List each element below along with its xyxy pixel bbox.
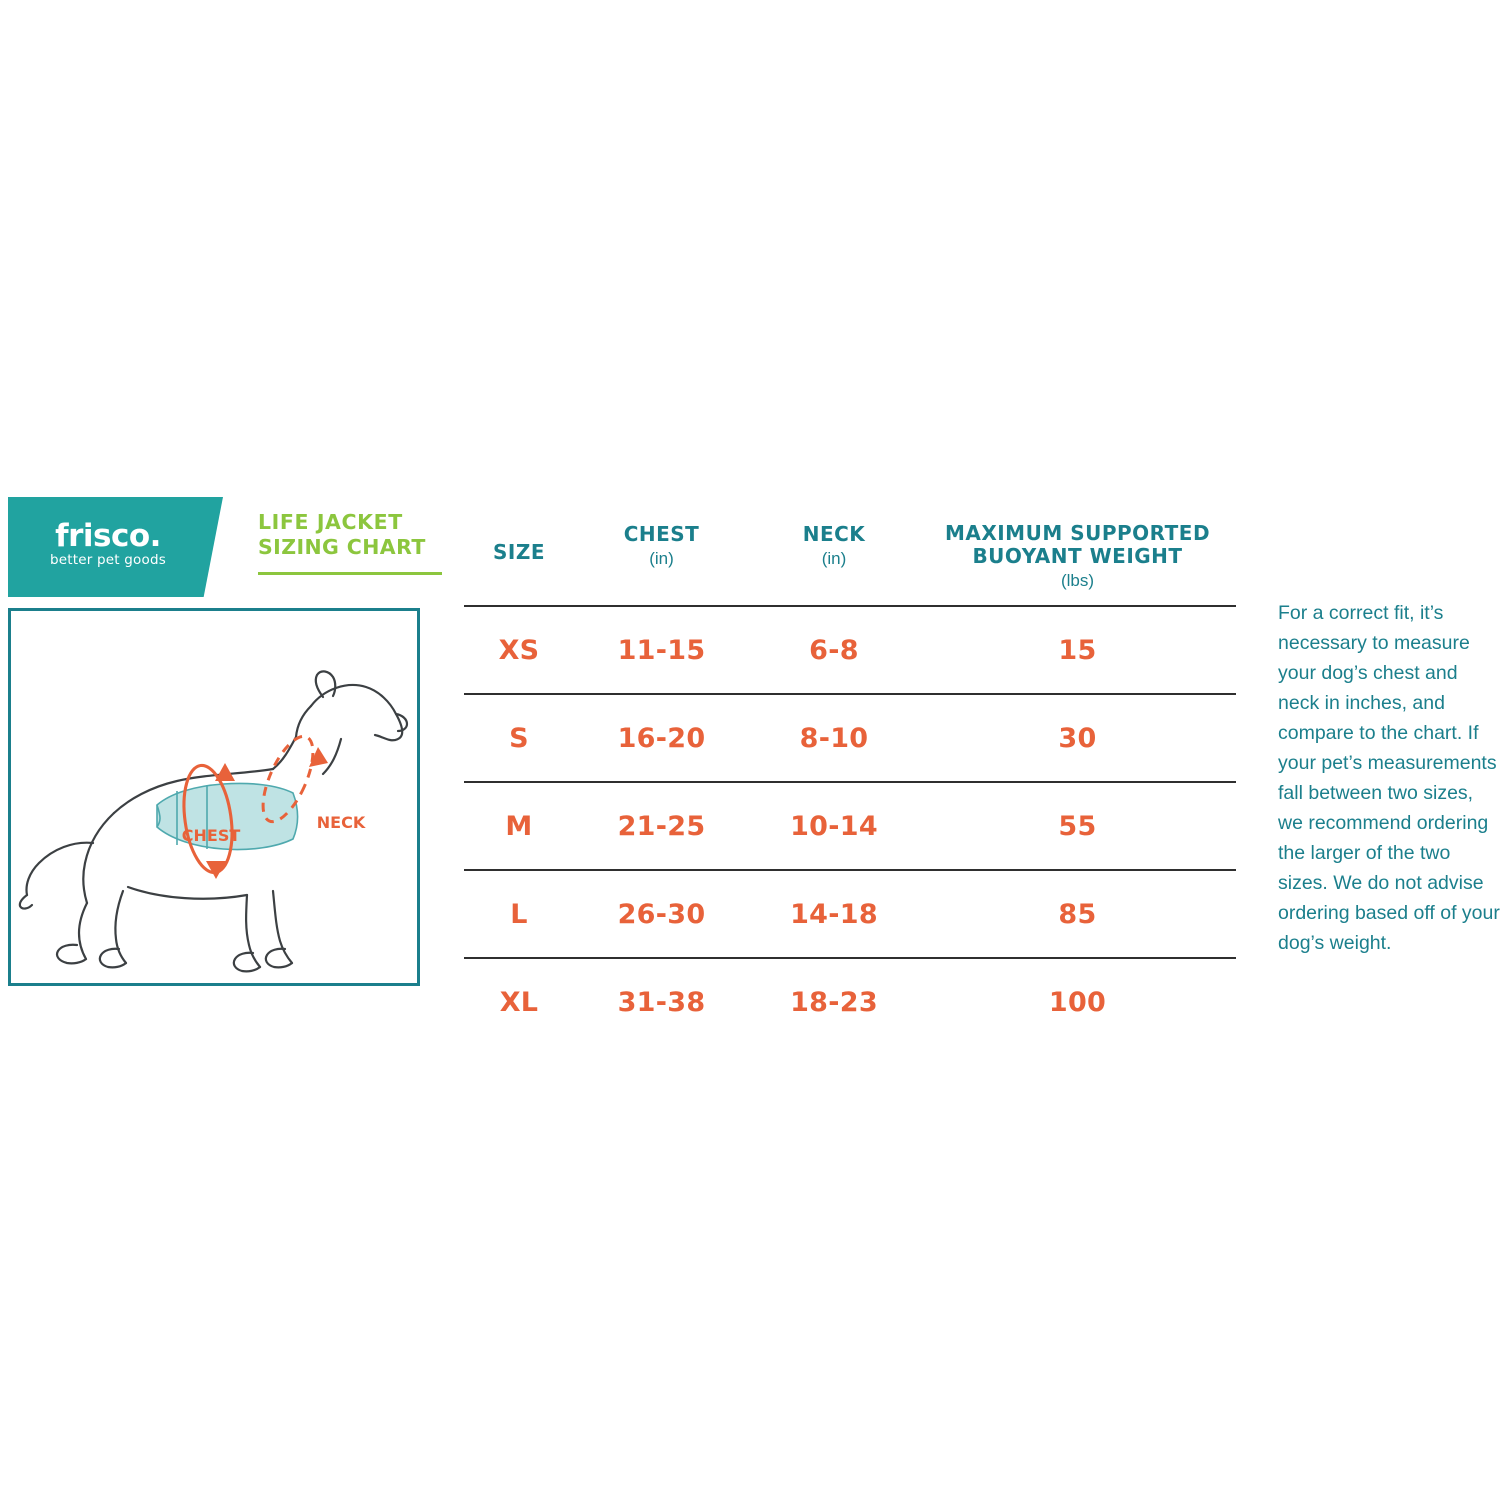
dog-measurement-diagram <box>11 611 417 983</box>
fit-instructions: For a correct fit, it’s necessary to measure your dog’s chest and neck in inches, and compare to the chart. If your pet’s measurements fall between two sizes, we recommend ordering the larger of the two sizes. We do not advise ordering based off of your dog’s weight. <box>1278 602 1500 954</box>
page-title <box>258 510 468 560</box>
table-row <box>464 958 1236 1045</box>
chest-arrow-up-icon <box>215 763 235 781</box>
cell-size: XS <box>464 606 574 694</box>
neck-label: NECK <box>316 813 366 832</box>
cell-size: L <box>464 870 574 958</box>
column-header-chest-unit: (in) <box>649 549 674 568</box>
column-header-neck <box>749 522 919 606</box>
title-underline <box>258 572 442 575</box>
column-header-weight-unit: (lbs) <box>1060 571 1095 590</box>
cell-weight: 100 <box>1048 986 1107 1018</box>
column-header-neck-label: NECK <box>802 522 866 546</box>
cell-size: XL <box>499 986 539 1018</box>
cell-neck: 10-14 <box>749 782 919 870</box>
table-row <box>464 694 1236 782</box>
page-title-line-1: LIFE JACKET <box>258 510 403 534</box>
column-header-size-label: SIZE <box>492 540 545 564</box>
table-header-row <box>464 522 1236 606</box>
cell-chest: 31-38 <box>617 986 706 1018</box>
table-row <box>464 606 1236 694</box>
column-header-size <box>464 522 574 606</box>
cell-weight: 85 <box>919 870 1236 958</box>
chest-label: CHEST <box>181 826 241 845</box>
table-row <box>464 782 1236 870</box>
cell-size: M <box>464 782 574 870</box>
cell-neck: 14-18 <box>749 870 919 958</box>
cell-neck: 8-10 <box>749 694 919 782</box>
brand-wordmark: frisco. <box>55 518 161 554</box>
column-header-weight-label: MAXIMUM SUPPORTED BUOYANT WEIGHT <box>944 521 1211 568</box>
page-title-line-2: SIZING CHART <box>258 535 426 559</box>
measurement-illustration <box>8 608 420 986</box>
cell-chest: 16-20 <box>574 694 749 782</box>
cell-neck: 18-23 <box>790 986 878 1018</box>
column-header-weight <box>919 522 1236 606</box>
cell-size: S <box>464 694 574 782</box>
brand-tagline: better pet goods <box>50 552 166 568</box>
column-header-neck-unit: (in) <box>821 549 847 568</box>
table-row <box>464 870 1236 958</box>
cell-weight: 15 <box>919 606 1236 694</box>
sizing-table-wrapper <box>464 522 1236 1045</box>
cell-weight: 30 <box>919 694 1236 782</box>
column-header-chest <box>574 522 749 606</box>
cell-chest: 26-30 <box>574 870 749 958</box>
cell-chest: 21-25 <box>574 782 749 870</box>
cell-neck: 6-8 <box>749 606 919 694</box>
cell-weight: 55 <box>919 782 1236 870</box>
sizing-table <box>464 522 1236 1045</box>
cell-chest: 11-15 <box>574 606 749 694</box>
column-header-chest-label: CHEST <box>623 522 700 546</box>
